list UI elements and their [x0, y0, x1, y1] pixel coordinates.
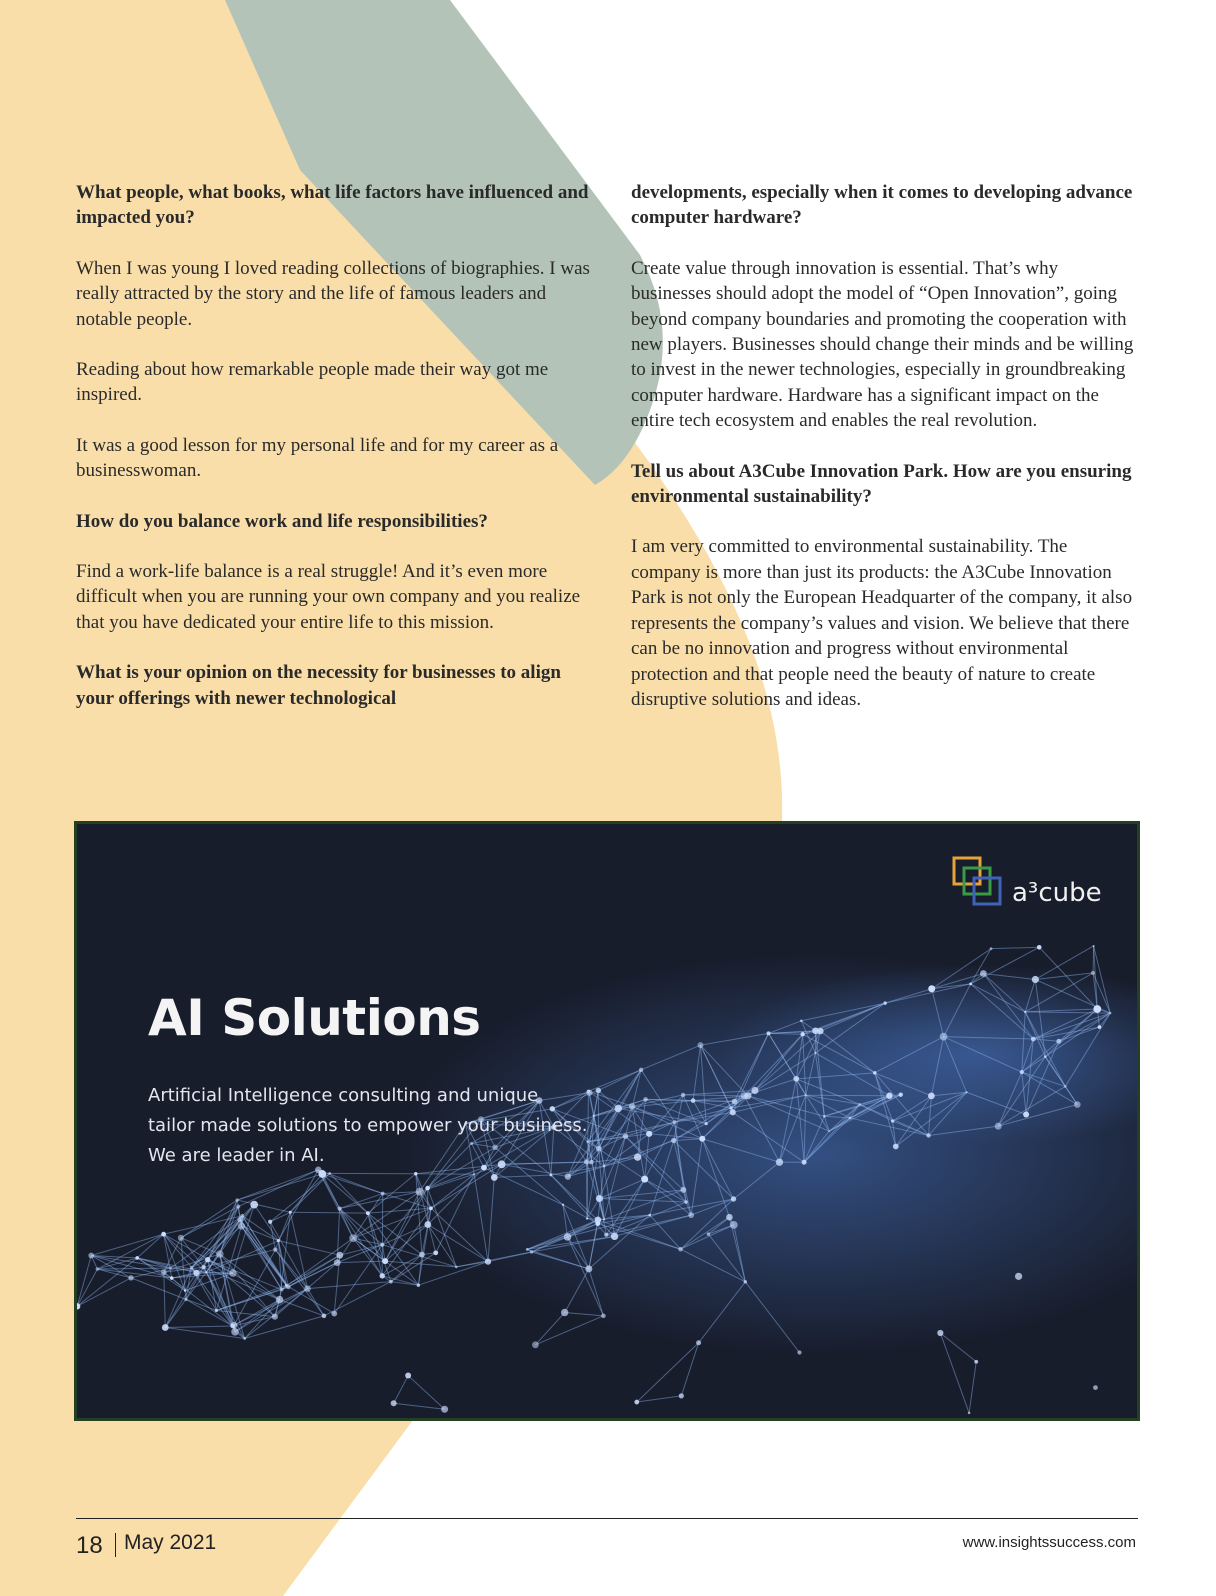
ai-solutions-banner [74, 821, 1140, 1421]
interview-question: How do you balance work and life responsibilities? [76, 510, 488, 532]
website-link[interactable]: www.insightssuccess.com [962, 1534, 1136, 1551]
footer-separator [115, 1533, 116, 1557]
cube-logo-icon [952, 854, 1012, 914]
page-number: 18 [76, 1532, 103, 1559]
interview-answer: When I was young I loved reading collections of biographies. I was really attracted by the story and the life of famous leaders and notable people. [76, 257, 590, 330]
interview-answer: Reading about how remarkable people made their way got me inspired. [76, 359, 549, 406]
interview-answer: It was a good lesson for my personal life and for my career as a businesswoman. [76, 434, 559, 482]
a3cube-logo [952, 854, 1122, 914]
interview-question: What people, what books, what life factors have influenced and impacted you? [76, 182, 589, 229]
interview-answer: Find a work-life balance is a real struggle! And it’s even more difficult when you are running your own company and you realize that you have dedicated your entire life to this mission. [76, 561, 581, 633]
ad-description: Artificial Intelligence consulting and unique tailor made solutions to empower your business. We are leader in AI. [148, 1085, 588, 1166]
left-column [76, 180, 596, 736]
logo-text: a³cube [1012, 878, 1102, 908]
interview-answer: Create value through innovation is essential. That’s why businesses should adopt the model of “Open Innovation”, going beyond company boundaries and promoting the cooperation with new players. Businesses should change their minds and be willing to invest in the newer technologies, especially in groundbreaking computer hardware. Hardware has a significant impact on the entire tech ecosystem and enables the real revolution. [631, 257, 1134, 432]
interview-answer: I am very committed to environmental sustainability. The company is more than just its products: the A3Cube Innovation Park is not only the European Headquarter of the company, it also represents the company’s values and vision. We believe that there can be no innovation and progress without environmental protection and that people need the beauty of nature to create disruptive solutions and ideas. [631, 536, 1133, 710]
right-column [631, 180, 1136, 737]
issue-date: May 2021 [124, 1531, 217, 1554]
interview-question: What is your opinion on the necessity for businesses to align your offerings with newer technological [76, 662, 561, 709]
ad-title: AI Solutions [148, 989, 481, 1047]
footer-rule [76, 1518, 1138, 1519]
interview-question: developments, especially when it comes to developing advance computer hardware? [631, 182, 1133, 229]
interview-question: Tell us about A3Cube Innovation Park. How are you ensuring environmental sustainability? [631, 460, 1132, 508]
